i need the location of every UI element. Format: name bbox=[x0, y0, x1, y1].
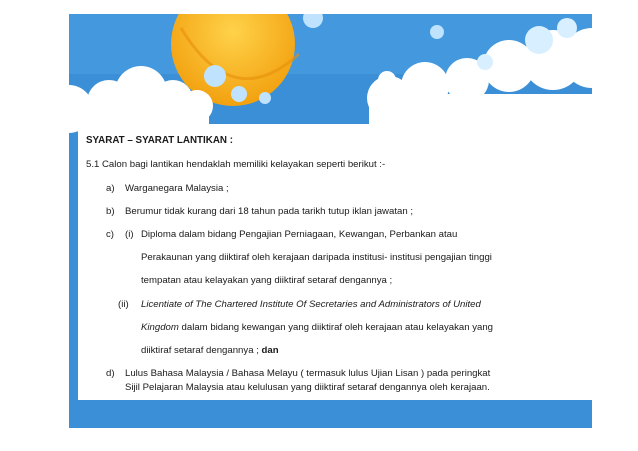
item-c-ii-marker: (ii) bbox=[118, 299, 129, 310]
item-c-ii-line3-bold: dan bbox=[261, 345, 279, 356]
item-c-marker: c) bbox=[106, 229, 114, 240]
item-d-marker: d) bbox=[106, 368, 115, 379]
item-c-i-line3: tempatan atau kelayakan yang diiktiraf setaraf dengannya ; bbox=[141, 275, 393, 286]
item-d-line1: Lulus Bahasa Malaysia / Bahasa Melayu ( termasuk lulus Ujian Lisan ) pada peringkat bbox=[125, 368, 491, 379]
item-c-ii-line1: Licentiate of The Chartered Institute Of Secretaries and Administrators of United bbox=[141, 299, 481, 310]
item-c-ii-line2 bbox=[141, 322, 493, 333]
item-c-i-marker: (i) bbox=[125, 229, 134, 240]
item-a-marker: a) bbox=[106, 183, 115, 194]
intro-paragraph: 5.1 Calon bagi lantikan hendaklah memiliki kelayakan seperti berikut :- bbox=[86, 159, 386, 170]
item-b-marker: b) bbox=[106, 206, 115, 217]
document-heading: SYARAT – SYARAT LANTIKAN : bbox=[86, 135, 233, 146]
item-a-text: Warganegara Malaysia ; bbox=[125, 183, 229, 194]
item-c-ii-line3-text: diiktiraf setaraf dengannya ; bbox=[141, 345, 262, 356]
item-c-i-line2: Perakaunan yang diiktiraf oleh kerajaan daripada institusi- institusi pengajian tinggi bbox=[141, 252, 492, 263]
item-b-text: Berumur tidak kurang dari 18 tahun pada tarikh tutup iklan jawatan ; bbox=[125, 206, 413, 217]
item-c-ii-line3 bbox=[141, 345, 279, 356]
item-c-ii-line2-rest: dalam bidang kewangan yang diiktiraf oleh kerajaan atau kelayakan yang bbox=[178, 322, 494, 333]
item-d-line2: Sijil Pelajaran Malaysia atau kelulusan yang diiktiraf setaraf dengannya oleh kerajaan. bbox=[125, 382, 490, 393]
item-c-i-line1: Diploma dalam bidang Pengajian Perniagaan, Kewangan, Perbankan atau bbox=[141, 229, 458, 240]
item-c-ii-line2-italic: Kingdom bbox=[141, 322, 179, 333]
